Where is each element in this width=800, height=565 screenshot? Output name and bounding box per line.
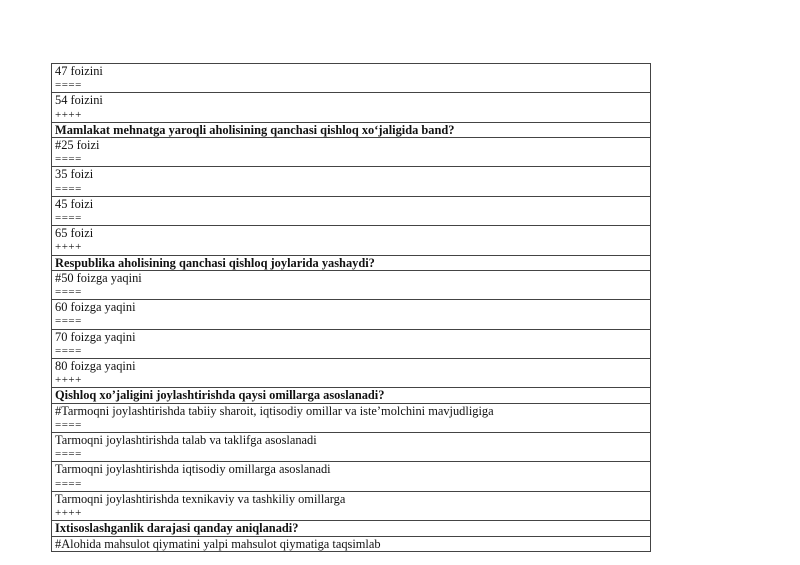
question-text: Mamlakat mehnatga yaroqli aholisining qanchasi qishloq xo‘jaligida band? xyxy=(55,122,455,137)
option-text: Tarmoqni joylashtirishda talab va taklifga asoslanadi xyxy=(55,433,317,448)
answer-cell xyxy=(52,93,651,122)
answer-row xyxy=(52,300,651,329)
option-text: Tarmoqni joylashtirishda texnikaviy va tashkiliy omillarga xyxy=(55,491,346,506)
option-text: #50 foizga yaqini xyxy=(55,270,142,285)
question-cell xyxy=(52,388,651,403)
answer-row xyxy=(52,196,651,225)
answer-cell xyxy=(52,226,651,255)
answer-cell xyxy=(52,329,651,358)
separator-marker: ==== xyxy=(55,182,82,195)
separator-marker: ==== xyxy=(55,286,82,299)
quiz-table-body xyxy=(52,64,651,552)
answer-row xyxy=(52,462,651,491)
quiz-table xyxy=(51,63,651,552)
answer-row xyxy=(52,359,651,388)
separator-marker: ==== xyxy=(55,344,82,357)
answer-row xyxy=(52,403,651,432)
answer-row xyxy=(52,167,651,196)
answer-cell xyxy=(52,196,651,225)
option-text: 35 foizi xyxy=(55,167,94,182)
correct-marker: ++++ xyxy=(55,241,82,254)
question-row xyxy=(52,255,651,270)
separator-marker: ==== xyxy=(55,315,82,328)
option-text: #25 foizi xyxy=(55,138,100,153)
question-cell xyxy=(52,255,651,270)
option-text: 45 foizi xyxy=(55,196,94,211)
answer-row xyxy=(52,93,651,122)
option-text: 65 foizi xyxy=(55,226,94,241)
question-text: Qishloq xo’jaligini joylashtirishda qaysi omillarga asoslanadi? xyxy=(55,388,385,403)
answer-cell xyxy=(52,300,651,329)
answer-cell xyxy=(52,64,651,93)
question-row xyxy=(52,388,651,403)
question-text: Respublika aholisining qanchasi qishloq joylarida yashaydi? xyxy=(55,255,375,270)
separator-marker: ==== xyxy=(55,448,82,461)
option-text: Tarmoqni joylashtirishda iqtisodiy omillarga asoslanadi xyxy=(55,462,331,477)
answer-row xyxy=(52,64,651,93)
answer-cell xyxy=(52,167,651,196)
option-text: 70 foizga yaqini xyxy=(55,329,136,344)
answer-row xyxy=(52,138,651,167)
question-row xyxy=(52,521,651,536)
separator-marker: ==== xyxy=(55,418,82,431)
answer-cell xyxy=(52,359,651,388)
option-text: 60 foizga yaqini xyxy=(55,300,136,315)
answer-cell xyxy=(52,138,651,167)
question-row xyxy=(52,122,651,137)
option-text: 80 foizga yaqini xyxy=(55,359,136,374)
option-text: 47 foizini xyxy=(55,64,103,78)
option-text: #Tarmoqni joylashtirishda tabiiy sharoit, iqtisodiy omillar va iste’molchini mavjudligiga xyxy=(55,403,494,418)
answer-cell xyxy=(52,536,651,551)
answer-row xyxy=(52,270,651,299)
separator-marker: ==== xyxy=(55,79,82,92)
answer-cell xyxy=(52,270,651,299)
correct-marker: ++++ xyxy=(55,507,82,520)
answer-cell xyxy=(52,462,651,491)
correct-marker: ++++ xyxy=(55,108,82,121)
separator-marker: ==== xyxy=(55,477,82,490)
answer-row xyxy=(52,536,651,551)
separator-marker: ==== xyxy=(55,153,82,166)
answer-row xyxy=(52,226,651,255)
question-cell xyxy=(52,122,651,137)
question-text: Ixtisoslashganlik darajasi qanday aniqlanadi? xyxy=(55,521,299,536)
option-text: #Alohida mahsulot qiymatini yalpi mahsulot qiymatiga taqsimlab xyxy=(55,536,381,551)
separator-marker: ==== xyxy=(55,212,82,225)
answer-row xyxy=(52,329,651,358)
question-cell xyxy=(52,521,651,536)
option-text: 54 foizini xyxy=(55,93,103,108)
answer-cell xyxy=(52,403,651,432)
correct-marker: ++++ xyxy=(55,374,82,387)
answer-row xyxy=(52,491,651,520)
answer-row xyxy=(52,433,651,462)
answer-cell xyxy=(52,491,651,520)
answer-cell xyxy=(52,433,651,462)
